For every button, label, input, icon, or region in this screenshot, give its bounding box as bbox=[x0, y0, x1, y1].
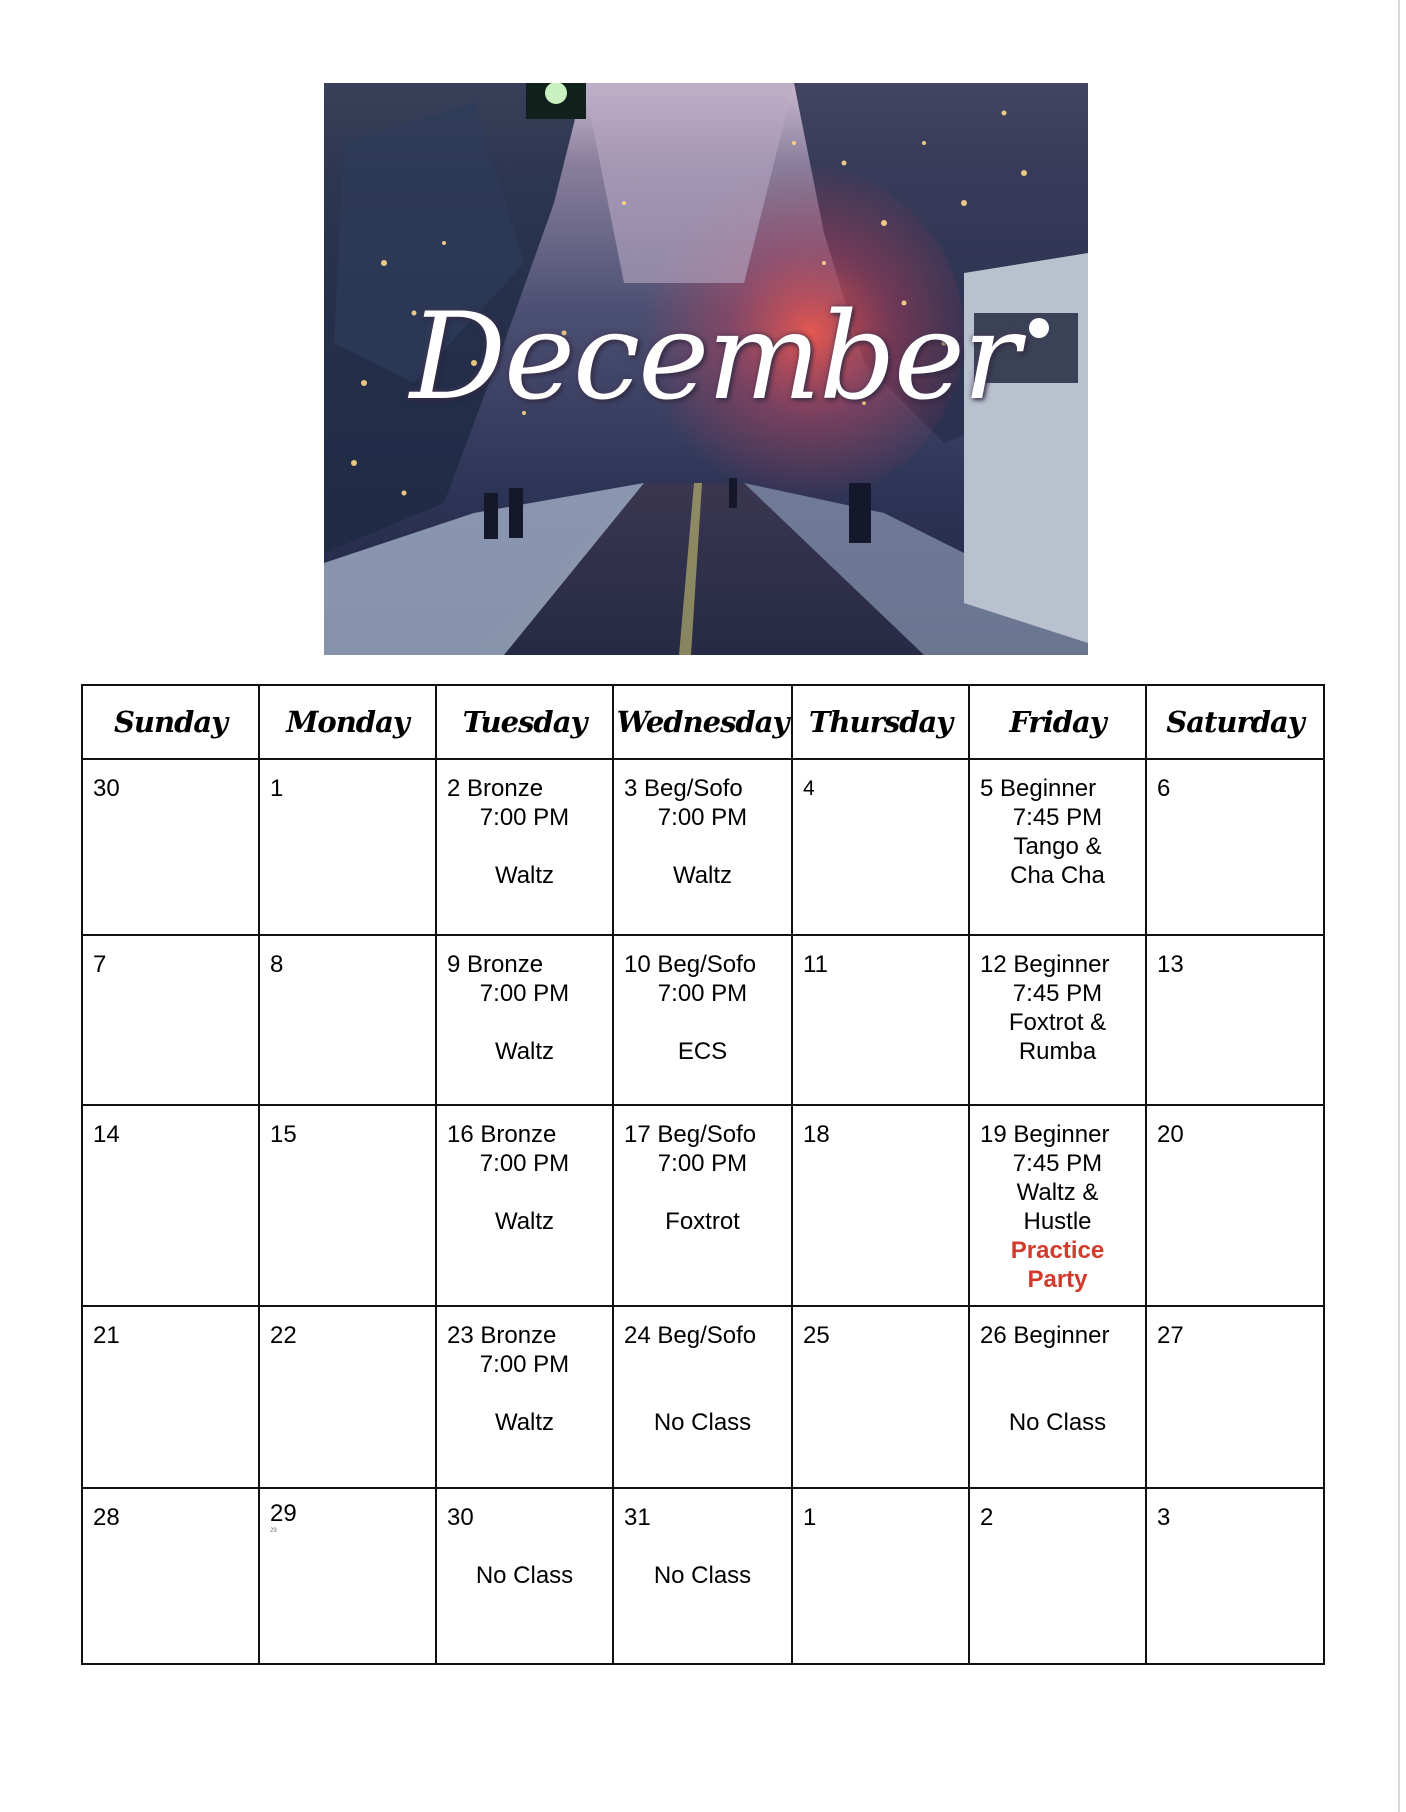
class-dance: Tango & bbox=[1013, 833, 1102, 860]
header-friday: Friday bbox=[969, 685, 1146, 759]
day-number: 1 bbox=[270, 775, 284, 802]
day-class: 2 Bronze bbox=[447, 775, 544, 802]
day-number: 21 bbox=[93, 1322, 120, 1349]
calendar-header-row bbox=[82, 685, 1324, 759]
day-cell bbox=[969, 1488, 1146, 1664]
header-monday: Monday bbox=[259, 685, 436, 759]
class-dance: Hustle bbox=[1023, 1208, 1092, 1235]
day-cell bbox=[1146, 1105, 1324, 1306]
day-class: 19 Beginner bbox=[980, 1121, 1110, 1148]
day-cell bbox=[436, 1105, 613, 1306]
no-class-note: No Class bbox=[653, 1409, 752, 1436]
day-cell bbox=[436, 935, 613, 1105]
day-number: 15 bbox=[270, 1121, 297, 1148]
page-edge bbox=[1398, 0, 1400, 1812]
day-cell bbox=[613, 935, 792, 1105]
day-class: 12 Beginner bbox=[980, 951, 1110, 978]
day-class: 9 Bronze bbox=[447, 951, 544, 978]
class-dance: Cha Cha bbox=[1010, 862, 1105, 889]
class-time: 7:00 PM bbox=[479, 1150, 570, 1177]
week-row bbox=[82, 1488, 1324, 1664]
day-cell bbox=[969, 935, 1146, 1105]
day-cell bbox=[792, 1306, 969, 1488]
class-dance: ECS bbox=[677, 1038, 728, 1065]
december-calendar bbox=[81, 684, 1325, 1665]
day-cell bbox=[792, 935, 969, 1105]
week-row bbox=[82, 935, 1324, 1105]
day-class: 10 Beg/Sofo bbox=[624, 951, 757, 978]
day-number: 13 bbox=[1157, 951, 1184, 978]
day-cell bbox=[436, 1306, 613, 1488]
day-cell bbox=[436, 759, 613, 935]
day-cell bbox=[613, 1105, 792, 1306]
class-dance: Foxtrot bbox=[665, 1208, 740, 1235]
class-dance: Waltz bbox=[494, 1409, 555, 1436]
week-row bbox=[82, 759, 1324, 935]
day-number: 22 bbox=[270, 1322, 297, 1349]
day-cell bbox=[259, 1105, 436, 1306]
day-cell bbox=[82, 759, 259, 935]
day-cell bbox=[82, 1488, 259, 1664]
class-time: 7:45 PM bbox=[1012, 1150, 1103, 1177]
day-number: 28 bbox=[93, 1504, 120, 1531]
day-class: 24 Beg/Sofo bbox=[624, 1322, 757, 1349]
day-number: 2 bbox=[980, 1504, 994, 1531]
day-number: 4 bbox=[803, 777, 815, 800]
day-number: 20 bbox=[1157, 1121, 1184, 1148]
day-cell bbox=[792, 1105, 969, 1306]
day-number: 30 bbox=[93, 775, 120, 802]
day-number: 11 bbox=[803, 951, 828, 978]
day-number: 14 bbox=[93, 1121, 120, 1148]
day-number: 1 bbox=[803, 1504, 817, 1531]
day-cell bbox=[82, 1105, 259, 1306]
no-class-note: No Class bbox=[653, 1562, 752, 1589]
header-tuesday: Tuesday bbox=[436, 685, 613, 759]
week-row bbox=[82, 1306, 1324, 1488]
header-thursday: Thursday bbox=[792, 685, 969, 759]
day-cell bbox=[436, 1488, 613, 1664]
class-time: 7:00 PM bbox=[479, 804, 570, 831]
no-class-note: No Class bbox=[475, 1562, 574, 1589]
day-cell bbox=[1146, 935, 1324, 1105]
practice-party-label: Party bbox=[1027, 1266, 1088, 1293]
day-number: 29 bbox=[270, 1500, 297, 1527]
banner-title: December bbox=[409, 288, 1019, 427]
day-cell bbox=[969, 1306, 1146, 1488]
day-cell bbox=[82, 1306, 259, 1488]
day-cell bbox=[969, 1105, 1146, 1306]
day-class: 16 Bronze bbox=[447, 1121, 557, 1148]
day-cell bbox=[259, 1306, 436, 1488]
day-cell bbox=[259, 759, 436, 935]
class-time: 7:00 PM bbox=[657, 980, 748, 1007]
day-cell bbox=[1146, 1306, 1324, 1488]
day-number: 31 bbox=[624, 1504, 651, 1531]
day-class: 17 Beg/Sofo bbox=[624, 1121, 757, 1148]
day-cell bbox=[792, 1488, 969, 1664]
day-cell bbox=[259, 935, 436, 1105]
day-cell bbox=[1146, 1488, 1324, 1664]
class-dance: Waltz & bbox=[1016, 1179, 1099, 1206]
day-class: 3 Beg/Sofo bbox=[624, 775, 743, 802]
december-banner-image bbox=[324, 83, 1088, 655]
day-number: 27 bbox=[1157, 1322, 1184, 1349]
day-class: 26 Beginner bbox=[980, 1322, 1110, 1349]
class-time: 7:45 PM bbox=[1012, 980, 1103, 1007]
day-cell bbox=[82, 935, 259, 1105]
day-number: 6 bbox=[1157, 775, 1171, 802]
header-wednesday: Wednesday bbox=[613, 685, 792, 759]
class-dance: Waltz bbox=[672, 862, 733, 889]
day-number: 7 bbox=[93, 951, 107, 978]
header-saturday: Saturday bbox=[1146, 685, 1324, 759]
day-cell bbox=[969, 759, 1146, 935]
day-cell bbox=[613, 1306, 792, 1488]
class-dance: Rumba bbox=[1018, 1038, 1097, 1065]
class-dance: Waltz bbox=[494, 1208, 555, 1235]
day-cell bbox=[613, 1488, 792, 1664]
day-number: 8 bbox=[270, 951, 284, 978]
day-cell bbox=[792, 759, 969, 935]
class-time: 7:00 PM bbox=[479, 980, 570, 1007]
class-time: 7:00 PM bbox=[479, 1351, 570, 1378]
class-time: 7:00 PM bbox=[657, 804, 748, 831]
class-dance: Foxtrot & bbox=[1008, 1009, 1107, 1036]
week-row bbox=[82, 1105, 1324, 1306]
day-cell bbox=[259, 1488, 436, 1664]
day-cell bbox=[613, 759, 792, 935]
day-class: 23 Bronze bbox=[447, 1322, 557, 1349]
day-number: 30 bbox=[447, 1504, 474, 1531]
day-number: 18 bbox=[803, 1121, 830, 1148]
no-class-note: No Class bbox=[1008, 1409, 1107, 1436]
header-sunday: Sunday bbox=[82, 685, 259, 759]
class-dance: Waltz bbox=[494, 862, 555, 889]
day-cell bbox=[1146, 759, 1324, 935]
day-class: 5 Beginner bbox=[980, 775, 1097, 802]
practice-party-label: Practice bbox=[1010, 1237, 1105, 1264]
day-number: 3 bbox=[1157, 1504, 1171, 1531]
class-time: 7:45 PM bbox=[1012, 804, 1103, 831]
tiny-day-number: 29 bbox=[270, 1528, 277, 1534]
day-number: 25 bbox=[803, 1322, 830, 1349]
class-time: 7:00 PM bbox=[657, 1150, 748, 1177]
class-dance: Waltz bbox=[494, 1038, 555, 1065]
